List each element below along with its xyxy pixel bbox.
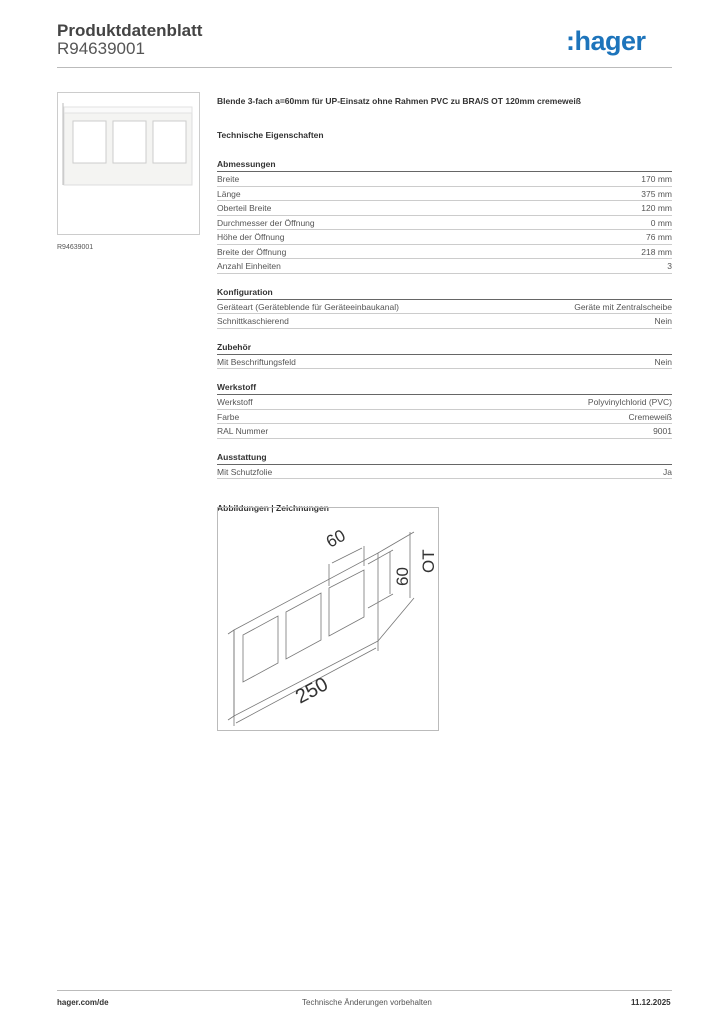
spec-value: Geräte mit Zentralscheibe xyxy=(574,301,672,312)
product-image xyxy=(57,92,200,235)
spec-label: Werkstoff xyxy=(217,397,253,407)
footer-date: 11.12.2025 xyxy=(631,998,671,1007)
page-title: Produktdatenblatt xyxy=(57,21,203,40)
spec-label: Geräteart (Geräteblende für Geräteeinbaukanal) xyxy=(217,301,399,312)
spec-row xyxy=(217,424,672,439)
spec-row xyxy=(217,216,672,231)
spec-label: Höhe der Öffnung xyxy=(217,232,285,242)
spec-label: Breite der Öffnung xyxy=(217,246,287,257)
tech-heading: Technische Eigenschaften xyxy=(217,130,324,140)
dim-height-label: 60 xyxy=(393,567,412,586)
product-code: R94639001 xyxy=(57,39,145,58)
section-heading: Konfiguration xyxy=(217,286,672,300)
spec-label: Anzahl Einheiten xyxy=(217,261,281,271)
spec-value: 120 mm xyxy=(641,203,672,213)
spec-row xyxy=(217,465,672,480)
product-details xyxy=(217,96,672,513)
spec-row xyxy=(217,300,672,315)
spec-value: 170 mm xyxy=(641,174,672,184)
spec-value: 218 mm xyxy=(641,246,672,257)
footer-note: Technische Änderungen vorbehalten xyxy=(302,998,432,1007)
image-caption: R94639001 xyxy=(57,244,94,251)
figures-heading: Abbildungen | Zeichnungen xyxy=(217,503,329,513)
dim-ot-label: OT xyxy=(419,549,438,573)
section-heading: Werkstoff xyxy=(217,381,672,395)
spec-row xyxy=(217,187,672,202)
spec-row xyxy=(217,201,672,216)
spec-value: Cremeweiß xyxy=(628,411,672,422)
spec-row xyxy=(217,230,672,245)
spec-value: 0 mm xyxy=(650,217,672,228)
spec-row xyxy=(217,259,672,274)
spec-label: Oberteil Breite xyxy=(217,203,272,213)
spec-value: 9001 xyxy=(653,426,672,436)
spec-row xyxy=(217,410,672,425)
spec-row xyxy=(217,314,672,329)
spec-label: RAL Nummer xyxy=(217,426,269,436)
section-heading: Ausstattung xyxy=(217,451,672,465)
spec-row xyxy=(217,172,672,187)
spec-sections xyxy=(217,158,672,479)
section-heading: Abmessungen xyxy=(217,158,672,172)
spec-value: Ja xyxy=(663,466,672,477)
spec-value: 375 mm xyxy=(641,188,672,199)
spec-value: 76 mm xyxy=(646,232,672,242)
spec-label: Mit Schutzfolie xyxy=(217,466,273,477)
spec-row xyxy=(217,355,672,370)
spec-value: 3 xyxy=(667,261,672,271)
spec-label: Mit Beschriftungsfeld xyxy=(217,356,296,367)
spec-value: Polyvinylchlorid (PVC) xyxy=(587,397,672,407)
spec-value: Nein xyxy=(654,316,672,326)
technical-drawing xyxy=(217,507,439,731)
footer-divider xyxy=(57,990,672,991)
footer-website[interactable]: hager.com/de xyxy=(57,998,109,1007)
dim-length-label: 250 xyxy=(292,673,332,709)
section-heading: Zubehör xyxy=(217,341,672,355)
spec-value: Nein xyxy=(654,356,672,367)
spec-row xyxy=(217,395,672,410)
spec-label: Schnittkaschierend xyxy=(217,316,289,326)
spec-label: Länge xyxy=(217,188,241,199)
product-description: Blende 3-fach a=60mm für UP-Einsatz ohne Rahmen PVC zu BRA/S OT 120mm cremeweiß xyxy=(217,96,581,106)
header-divider xyxy=(57,67,672,68)
spec-row xyxy=(217,245,672,260)
hager-logo: :hager xyxy=(566,26,646,56)
spec-label: Breite xyxy=(217,174,240,184)
dim-width-label: 60 xyxy=(322,525,349,552)
spec-label: Farbe xyxy=(217,411,240,422)
spec-label: Durchmesser der Öffnung xyxy=(217,217,315,228)
